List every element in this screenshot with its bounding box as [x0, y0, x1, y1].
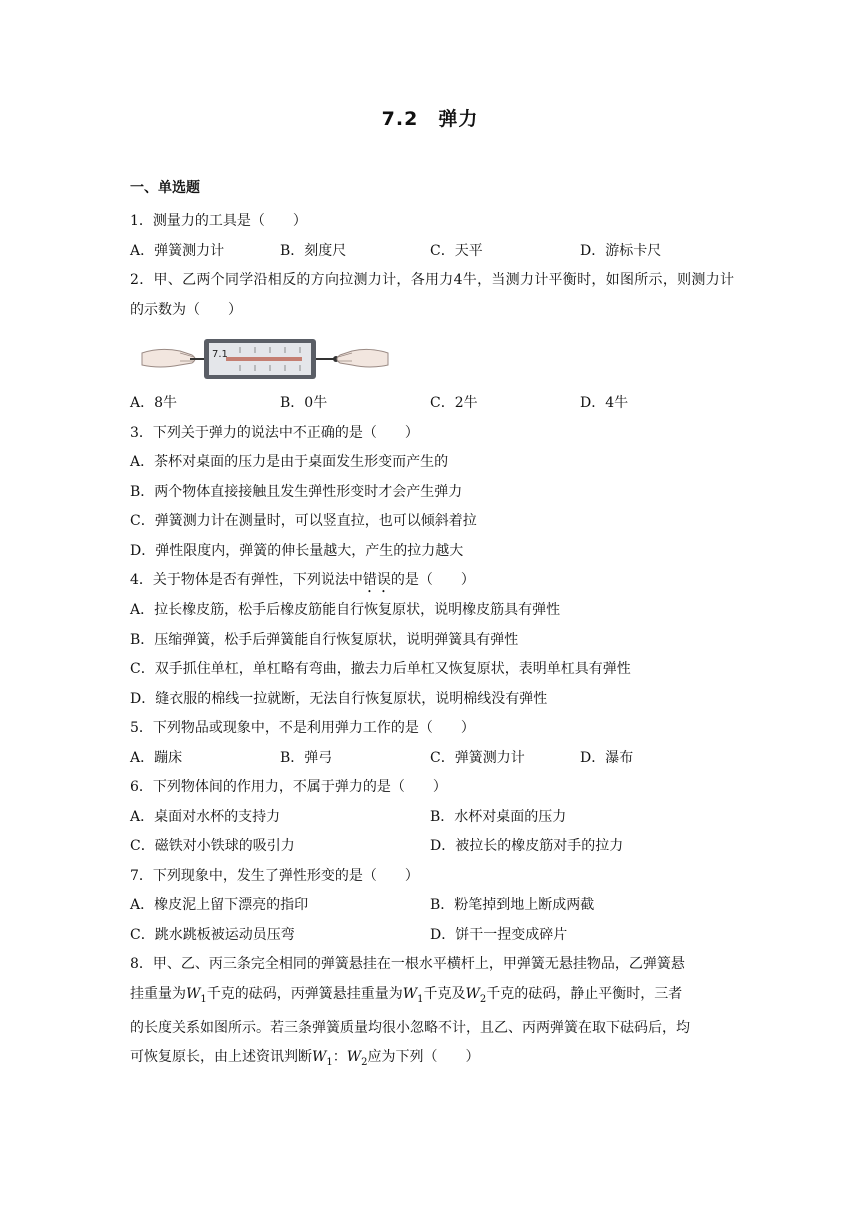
- option-d: D．弹性限度内，弹簧的伸长量越大，产生的拉力越大: [130, 542, 464, 559]
- option-c: C．跳水跳板被运动员压弯: [130, 926, 295, 943]
- stem-text: 千克及: [423, 985, 466, 1002]
- question-8-stem-line3: 的长度关系如图所示。若三条弹簧质量均很小忽略不计，且乙、丙两弹簧在取下砝码后，均: [130, 1019, 690, 1036]
- option-a: A．蹦床: [130, 749, 183, 766]
- variable-w: W: [402, 985, 418, 1002]
- option-c: C．2牛: [430, 395, 478, 411]
- stem-text: 挂重量为: [130, 985, 186, 1002]
- question-1-stem: 1．测量力的工具是（ ）: [130, 213, 307, 229]
- variable-w: W: [465, 985, 480, 1002]
- question-2-stem: 2．甲、乙两个同学沿相反的方向拉测力计，各用力4牛，当测力计平衡时，如图所示，则测力计的示数为（ ）: [130, 272, 734, 318]
- variable-w: W: [186, 985, 201, 1002]
- question-8-stem-line4: [130, 1043, 734, 1077]
- question-6-options-row1: [130, 803, 734, 833]
- question-6-options-row2: [130, 832, 734, 862]
- option-b: B．刻度尺: [280, 242, 347, 259]
- stem-text: 千克的砝码，丙弹簧悬挂重量为: [206, 985, 403, 1002]
- question-5-stem: 5．下列物品或现象中，不是利用弹力工作的是（ ）: [130, 720, 475, 736]
- page-title: 7.2 弹力: [381, 108, 479, 130]
- stem-text: 可恢复原长，由上述资讯判断: [130, 1049, 312, 1066]
- scale-label: 7.1: [212, 349, 228, 360]
- spring-scale-figure: [140, 333, 734, 389]
- option-d: D．饼干一捏变成碎片: [430, 926, 568, 943]
- question-4-stem: [130, 566, 734, 596]
- option-a: A．橡皮泥上留下漂亮的指印: [130, 897, 309, 913]
- subscript: 1: [200, 993, 207, 1005]
- question-1-options: [130, 237, 734, 267]
- subscript: 1: [326, 1057, 333, 1069]
- subscript: 1: [417, 993, 424, 1005]
- option-a: A．弹簧测力计: [130, 242, 225, 259]
- question-3-stem: 3．下列关于弹力的说法中不正确的是（ ）: [130, 424, 419, 441]
- section-heading: 一、单选题: [130, 180, 200, 196]
- question-8-stem-line2: [130, 980, 734, 1014]
- stem-text: 千克的砝码，静止平衡时，三者: [486, 985, 683, 1002]
- option-d: D．被拉长的橡皮筋对手的拉力: [430, 838, 624, 854]
- option-c: C．弹簧测力计在测量时，可以竖直拉，也可以倾斜着拉: [130, 513, 477, 529]
- option-b: B．压缩弹簧，松手后弹簧能自行恢复原状，说明弹簧具有弹性: [130, 631, 519, 648]
- option-a: A．桌面对水杯的支持力: [130, 808, 281, 825]
- option-c: C．天平: [430, 242, 483, 259]
- option-d: D．游标卡尺: [580, 242, 662, 259]
- stem-text: ：: [332, 1049, 347, 1066]
- option-d: D．缝衣服的棉线一拉就断，无法自行恢复原状，说明棉线没有弹性: [130, 690, 548, 707]
- emphasized-word: 错误: [362, 572, 391, 588]
- subscript: 2: [479, 993, 487, 1005]
- option-a: A．8牛: [130, 395, 178, 411]
- option-a: A．拉长橡皮筋，松手后橡皮筋能自行恢复原状，说明橡皮筋具有弹性: [130, 602, 561, 618]
- option-c: C．双手抓住单杠，单杠略有弯曲，撤去力后单杠又恢复原状，表明单杠具有弹性: [130, 661, 631, 677]
- option-c: C．磁铁对小铁球的吸引力: [130, 838, 295, 854]
- stem-text: 4．关于物体是否有弹性，下列说法中: [130, 572, 363, 588]
- option-d: D．瀑布: [580, 749, 634, 766]
- stem-text: 应为下列（ ）: [367, 1049, 480, 1066]
- stem-text: 的是（ ）: [390, 572, 475, 588]
- question-7-options-row1: [130, 891, 734, 921]
- variable-w: W: [346, 1049, 362, 1066]
- option-a: A．茶杯对桌面的压力是由于桌面发生形变而产生的: [130, 454, 449, 470]
- option-b: B．水杯对桌面的压力: [430, 808, 567, 825]
- option-b: B．粉笔掉到地上断成两截: [430, 897, 595, 913]
- worksheet-content: [130, 178, 734, 1078]
- question-5-options: [130, 744, 734, 774]
- question-8-stem-line1: 8．甲、乙、丙三条完全相同的弹簧悬挂在一根水平横杆上，甲弹簧无悬挂物品，乙弹簧悬: [130, 956, 685, 972]
- option-b: B．弹弓: [280, 749, 333, 766]
- option-c: C．弹簧测力计: [430, 749, 525, 766]
- question-6-stem: 6．下列物体间的作用力，不属于弹力的是（ ）: [130, 779, 447, 795]
- variable-w: W: [312, 1049, 327, 1066]
- option-b: B．0牛: [280, 395, 328, 411]
- question-7-options-row2: [130, 921, 734, 951]
- question-7-stem: 7．下列现象中，发生了弹性形变的是（ ）: [130, 867, 419, 884]
- subscript: 2: [361, 1057, 368, 1069]
- option-d: D．4牛: [580, 395, 629, 411]
- question-2-options: [130, 389, 734, 419]
- option-b: B．两个物体直接接触且发生弹性形变时才会产生弹力: [130, 483, 463, 500]
